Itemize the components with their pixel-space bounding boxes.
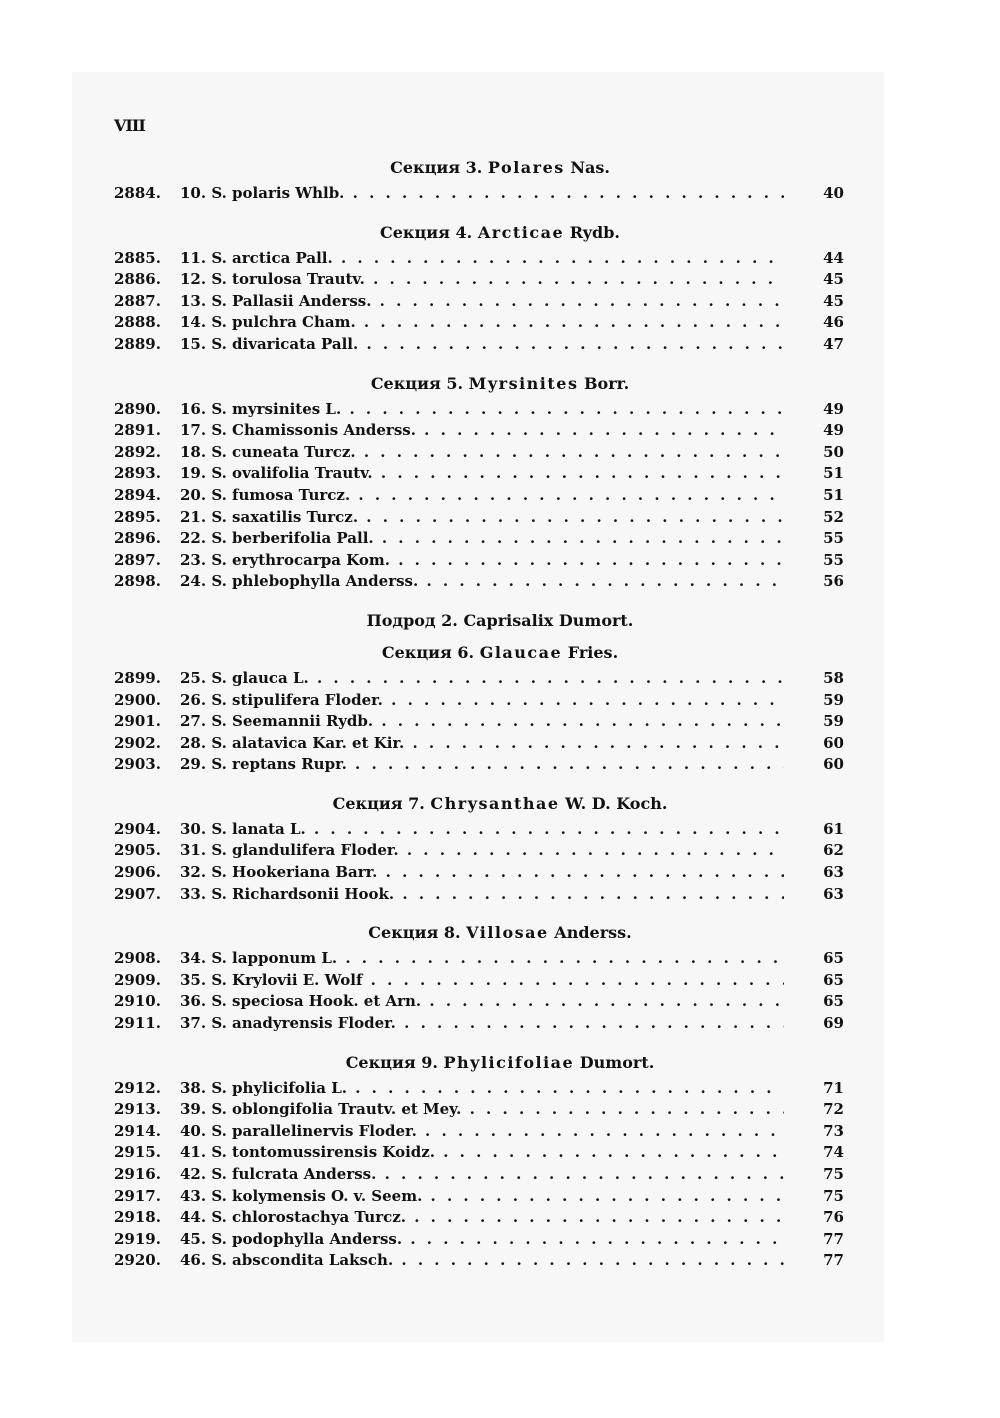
entry-page: 40 — [823, 184, 844, 202]
section-label: Секция 4. — [380, 222, 478, 242]
entry-number: 2918. — [114, 1208, 161, 1227]
entry-title: 25. S. glauca L. . . . — [180, 668, 784, 690]
entry-page: 44 — [823, 248, 844, 267]
entry-number: 2896. — [114, 529, 161, 548]
section — [0, 642, 1000, 776]
entry-number: 2890. — [114, 399, 161, 418]
section-name: Chrysanthae — [430, 793, 560, 813]
list-item — [0, 291, 1000, 313]
entry-page: 71 — [823, 1078, 844, 1097]
entry-number: 2891. — [114, 421, 161, 440]
list-item — [0, 840, 1000, 862]
entry-number: 2887. — [114, 291, 161, 310]
section — [0, 793, 1000, 905]
list-item — [0, 862, 1000, 884]
section-author: Fries. — [562, 642, 619, 662]
entry-number: 2905. — [114, 841, 161, 860]
entry-title: 26. S. stipulifera Floder. . . . — [180, 690, 784, 712]
entry-page: 55 — [823, 550, 844, 569]
entry-number: 2908. — [114, 949, 161, 968]
entry-title: 21. S. saxatilis Turcz. . . . — [180, 507, 784, 529]
entry-page: 75 — [823, 1165, 844, 1183]
entry-page: 56 — [823, 572, 844, 591]
entry-page: 60 — [823, 733, 844, 752]
entry-page: 59 — [823, 690, 844, 709]
entry-title: 45. S. podophylla Anderss. . . . — [180, 1229, 784, 1251]
section — [0, 1052, 1000, 1272]
list-item — [0, 1207, 1000, 1229]
entry-title: 23. S. erythrocarpa Kom. . . . — [180, 550, 784, 572]
list-item — [0, 1013, 1000, 1035]
entry-title: 11. S. arctica Pall. . . . — [180, 248, 784, 270]
entry-number: 2920. — [114, 1251, 161, 1270]
section-author: W. D. Koch. — [559, 793, 668, 813]
list-item — [0, 1078, 1000, 1100]
entry-number: 2917. — [114, 1186, 161, 1205]
entry-title: 37. S. anadyrensis Floder. . . . — [180, 1013, 784, 1035]
list-item — [0, 312, 1000, 334]
section-label: Секция 8. — [368, 923, 467, 943]
entry-title: 10. S. polaris Whlb. . . . — [180, 183, 784, 205]
entry-number: 2911. — [114, 1014, 161, 1033]
section-label: Секция 9. — [345, 1052, 444, 1072]
entry-page: 74 — [823, 1143, 844, 1162]
entry-title: 39. S. oblongifolia Trautv. et Mey. . . . — [180, 1099, 784, 1121]
page-number: VIII — [114, 116, 145, 135]
entry-title: 17. S. Chamissonis Anderss. . . . — [180, 420, 784, 442]
list-item — [0, 970, 1000, 992]
entry-title: 15. S. divaricata Pall. . . . — [180, 334, 784, 356]
entry-title: 18. S. cuneata Turcz. . . . — [180, 442, 784, 464]
entry-page: 49 — [823, 399, 844, 418]
entry-title: 35. S. Krylovii E. Wolf . . . — [180, 970, 784, 992]
entry-title: 32. S. Hookeriana Barr. . . . — [180, 862, 784, 884]
list-item — [0, 248, 1000, 270]
entry-page: 50 — [823, 442, 844, 461]
entry-title: 33. S. Richardsonii Hook. . . . — [180, 884, 784, 906]
entry-page: 51 — [823, 464, 844, 483]
entry-title: 42. S. fulcrata Anderss. . . . — [180, 1164, 784, 1186]
list-item — [0, 668, 1000, 690]
table-of-contents — [0, 157, 1000, 1289]
list-item — [0, 183, 1000, 205]
list-item — [0, 334, 1000, 356]
section-label: Секция 5. — [370, 373, 469, 393]
entry-page: 63 — [823, 863, 844, 882]
list-item — [0, 733, 1000, 755]
list-item — [0, 991, 1000, 1013]
sections-group-2 — [0, 642, 1000, 1272]
list-item — [0, 269, 1000, 291]
entry-page: 45 — [823, 270, 844, 289]
entry-number: 2897. — [114, 550, 161, 569]
entry-title: 12. S. torulosa Trautv. . . . — [180, 269, 784, 291]
entry-number: 2912. — [114, 1078, 161, 1097]
subgenus-heading: Подрод 2. Caprisalix Dumort. — [366, 610, 634, 630]
section-heading — [0, 222, 1000, 243]
entry-number: 2903. — [114, 755, 161, 774]
list-item — [0, 463, 1000, 485]
entry-title: 30. S. lanata L. . . . — [180, 819, 784, 841]
entry-number: 2894. — [114, 485, 161, 504]
entry-number: 2898. — [114, 572, 161, 591]
list-item — [0, 1229, 1000, 1251]
section-name: Polares — [487, 158, 565, 177]
entry-number: 2895. — [114, 507, 161, 526]
entry-number: 2893. — [114, 464, 161, 483]
entry-page: 46 — [823, 313, 844, 332]
section-name: Glaucae — [479, 642, 563, 662]
entry-page: 62 — [823, 841, 844, 860]
entry-page: 45 — [823, 291, 844, 310]
list-item — [0, 819, 1000, 841]
list-item — [0, 754, 1000, 776]
entry-number: 2885. — [114, 248, 161, 267]
entry-title: 22. S. berberifolia Pall. . . . — [180, 528, 784, 550]
list-item — [0, 528, 1000, 550]
list-item — [0, 420, 1000, 442]
entry-page: 77 — [823, 1229, 844, 1248]
entry-page: 73 — [823, 1121, 844, 1140]
entry-number: 2907. — [114, 884, 161, 903]
entry-number: 2900. — [114, 690, 161, 709]
entry-title: 27. S. Seemannii Rydb. . . . — [180, 711, 784, 733]
section — [0, 222, 1000, 356]
section-heading — [0, 922, 1000, 943]
list-item — [0, 507, 1000, 529]
list-item — [0, 442, 1000, 464]
list-item — [0, 884, 1000, 906]
entry-title: 29. S. reptans Rupr. . . . — [180, 754, 784, 776]
entry-title: 36. S. speciosa Hook. et Arn. . . . — [180, 991, 784, 1013]
section-name: Villosae — [466, 923, 549, 943]
section-heading — [0, 373, 1000, 394]
entry-number: 2886. — [114, 270, 161, 289]
entry-title: 14. S. pulchra Cham. . . . — [180, 312, 784, 334]
section-heading — [0, 1052, 1000, 1073]
entry-title: 41. S. tontomussirensis Koidz. . . . — [180, 1142, 784, 1164]
entry-number: 2916. — [114, 1165, 161, 1183]
list-item — [0, 1142, 1000, 1164]
section-author: Anderss. — [548, 923, 632, 943]
entry-page: 59 — [823, 712, 844, 731]
entry-number: 2919. — [114, 1229, 161, 1248]
section — [0, 373, 1000, 593]
list-item — [0, 1121, 1000, 1143]
list-item — [0, 711, 1000, 733]
entry-number: 2906. — [114, 863, 161, 882]
entry-title: 43. S. kolymensis O. v. Seem. . . . — [180, 1186, 784, 1208]
entry-page: 61 — [823, 819, 844, 838]
entry-number: 2904. — [114, 819, 161, 838]
section — [0, 922, 1000, 1034]
list-item — [0, 1186, 1000, 1208]
section — [0, 157, 1000, 205]
entry-page: 60 — [823, 755, 844, 774]
section-label: Секция 6. — [381, 642, 480, 662]
entry-page: 72 — [823, 1100, 844, 1119]
entry-number: 2892. — [114, 442, 161, 461]
entry-page: 55 — [823, 529, 844, 548]
entry-page: 69 — [823, 1014, 844, 1033]
section-label: Секция 3. — [390, 158, 488, 177]
entry-number: 2884. — [114, 184, 161, 202]
section-heading — [0, 157, 1000, 178]
section-author: Borr. — [578, 373, 630, 393]
entry-title: 13. S. Pallasii Anderss. . . . — [180, 291, 784, 313]
entry-page: 47 — [823, 334, 844, 353]
entry-page: 51 — [823, 485, 844, 504]
entry-number: 2901. — [114, 712, 161, 731]
list-item — [0, 571, 1000, 593]
list-item — [0, 485, 1000, 507]
entry-title: 31. S. glandulifera Floder. . . . — [180, 840, 784, 862]
list-item — [0, 1250, 1000, 1272]
section-heading — [0, 642, 1000, 663]
entry-number: 2915. — [114, 1143, 161, 1162]
list-item — [0, 399, 1000, 421]
list-item — [0, 1164, 1000, 1186]
entry-page: 65 — [823, 970, 844, 989]
list-item — [0, 550, 1000, 572]
entry-page: 52 — [823, 507, 844, 526]
section-label: Секция 7. — [332, 793, 431, 813]
sections-group-1 — [0, 157, 1000, 593]
list-item — [0, 1099, 1000, 1121]
entry-page: 75 — [823, 1186, 844, 1205]
section-author: Nas. — [564, 158, 610, 177]
entry-number: 2899. — [114, 668, 161, 687]
section-heading — [0, 793, 1000, 814]
entry-page: 77 — [823, 1251, 844, 1270]
entry-number: 2909. — [114, 970, 161, 989]
section-name: Myrsinites — [468, 373, 579, 393]
entry-title: 44. S. chlorostachya Turcz. . . . — [180, 1207, 784, 1229]
entry-number: 2888. — [114, 313, 161, 332]
entry-title: 20. S. fumosa Turcz. . . . — [180, 485, 784, 507]
entry-number: 2910. — [114, 992, 161, 1011]
entry-title: 46. S. abscondita Laksch. . . . — [180, 1250, 784, 1272]
entry-page: 65 — [823, 949, 844, 968]
entry-title: 19. S. ovalifolia Trautv. . . . — [180, 463, 784, 485]
list-item — [0, 948, 1000, 970]
list-item — [0, 690, 1000, 712]
entry-page: 76 — [823, 1208, 844, 1227]
entry-title: 16. S. myrsinites L. . . . — [180, 399, 784, 421]
entry-page: 63 — [823, 884, 844, 903]
entry-number: 2902. — [114, 733, 161, 752]
entry-number: 2914. — [114, 1121, 161, 1140]
section-name: Phylicifoliae — [443, 1052, 575, 1072]
entry-title: 24. S. phlebophylla Anderss. . . . — [180, 571, 784, 593]
entry-page: 49 — [823, 421, 844, 440]
entry-number: 2889. — [114, 334, 161, 353]
entry-title: 40. S. parallelinervis Floder. . . . — [180, 1121, 784, 1143]
entry-title: 38. S. phylicifolia L. . . . — [180, 1078, 784, 1100]
section-author: Dumort. — [574, 1052, 655, 1072]
entry-title: 34. S. lapponum L. . . . — [180, 948, 784, 970]
entry-number: 2913. — [114, 1100, 161, 1119]
entry-page: 58 — [823, 668, 844, 687]
entry-page: 65 — [823, 992, 844, 1011]
entry-title: 28. S. alatavica Kar. et Kir. . . . — [180, 733, 784, 755]
section-name: Arcticae — [477, 222, 565, 242]
section-author: Rydb. — [564, 222, 620, 242]
